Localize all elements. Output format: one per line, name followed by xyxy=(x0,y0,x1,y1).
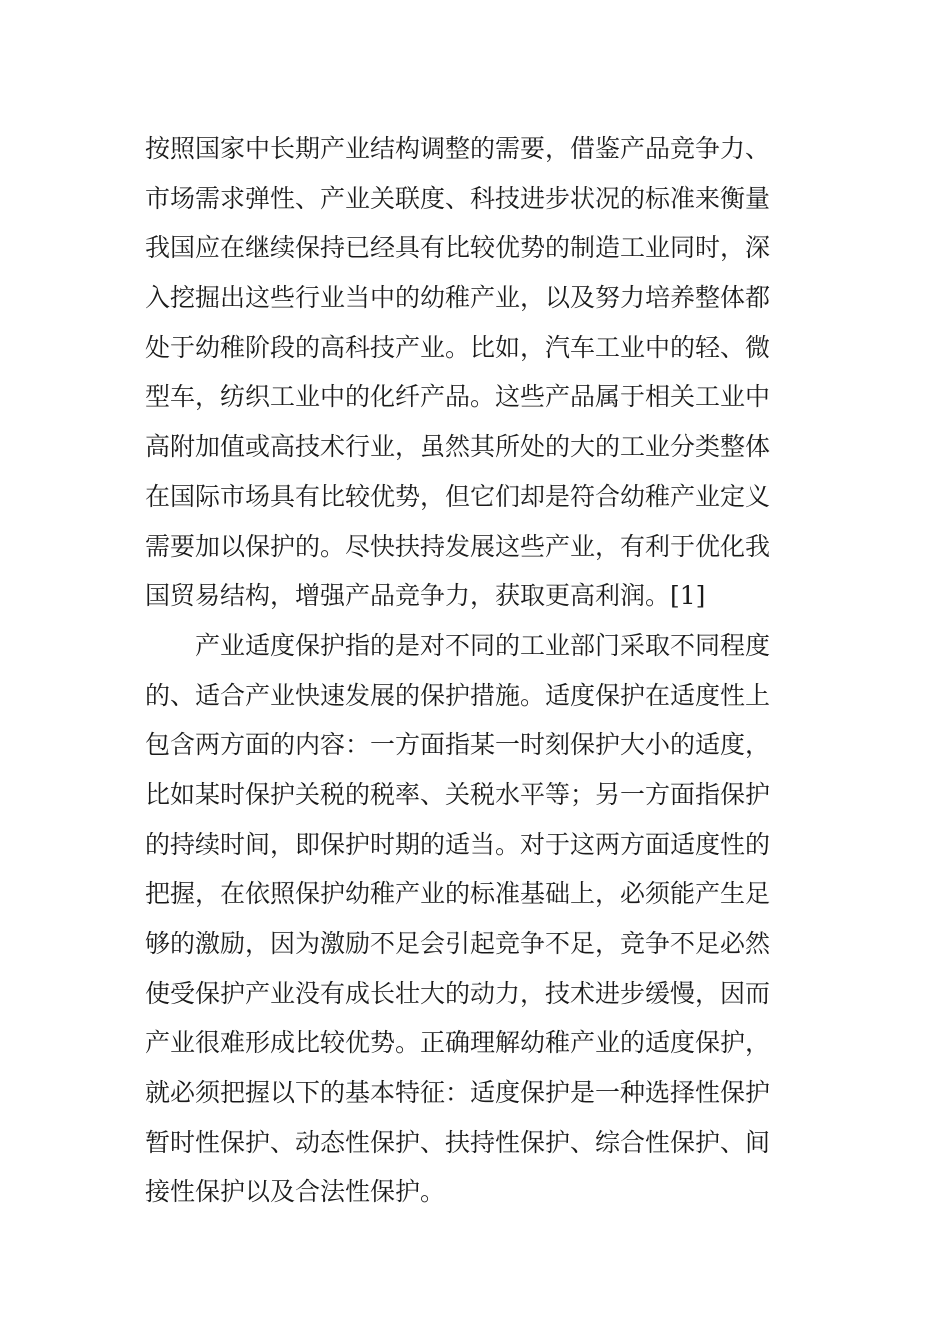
paragraph-line: 市场需求弹性、产业关联度、科技进步状况的标准来衡量 xyxy=(145,183,771,213)
paragraph-line: 产业适度保护指的是对不同的工业部门采取不同程度 xyxy=(195,630,771,660)
paragraph-line: 使受保护产业没有成长壮大的动力，技术进步缓慢，因而 xyxy=(145,978,771,1008)
paragraph-line: 包含两方面的内容：一方面指某一时刻保护大小的适度， xyxy=(145,730,771,760)
paragraph-line: 型车，纺织工业中的化纤产品。这些产品属于相关工业中 xyxy=(145,382,771,412)
paragraph-line: 需要加以保护的。尽快扶持发展这些产业，有利于优化我 xyxy=(145,531,771,561)
paragraph-line: 在国际市场具有比较优势，但它们却是符合幼稚产业定义 xyxy=(145,481,771,511)
paragraph-line: 国贸易结构，增强产品竞争力，获取更高利润。[1] xyxy=(145,581,706,611)
paragraph-line: 高附加值或高技术行业，虽然其所处的大的工业分类整体 xyxy=(145,432,771,462)
paragraph-line: 入挖掘出这些行业当中的幼稚产业，以及努力培养整体都 xyxy=(145,283,771,313)
paragraph-line: 把握，在依照保护幼稚产业的标准基础上，必须能产生足 xyxy=(145,879,771,909)
paragraph-line: 产业很难形成比较优势。正确理解幼稚产业的适度保护， xyxy=(145,1028,771,1058)
paragraph-line: 就必须把握以下的基本特征：适度保护是一种选择性保护 xyxy=(145,1078,771,1108)
paragraph-line: 按照国家中长期产业结构调整的需要，借鉴产品竞争力、 xyxy=(145,134,771,163)
paragraph-1 xyxy=(145,124,815,621)
paragraph-line: 比如某时保护关税的税率、关税水平等；另一方面指保护 xyxy=(145,779,771,809)
paragraph-line: 处于幼稚阶段的高科技产业。比如，汽车工业中的轻、微 xyxy=(145,332,771,362)
paragraph-line: 暂时性保护、动态性保护、扶持性保护、综合性保护、间 xyxy=(145,1127,771,1157)
paragraph-line: 我国应在继续保持已经具有比较优势的制造工业同时，深 xyxy=(145,233,771,263)
paragraph-line: 的持续时间，即保护时期的适当。对于这两方面适度性的 xyxy=(145,829,771,859)
paragraph-line: 够的激励，因为激励不足会引起竞争不足，竞争不足必然 xyxy=(145,929,771,958)
paragraph-2 xyxy=(145,621,815,1217)
paragraph-line: 接性保护以及合法性保护。 xyxy=(145,1177,446,1207)
document-body xyxy=(145,124,815,1217)
paragraph-line: 的、适合产业快速发展的保护措施。适度保护在适度性上 xyxy=(145,680,771,710)
